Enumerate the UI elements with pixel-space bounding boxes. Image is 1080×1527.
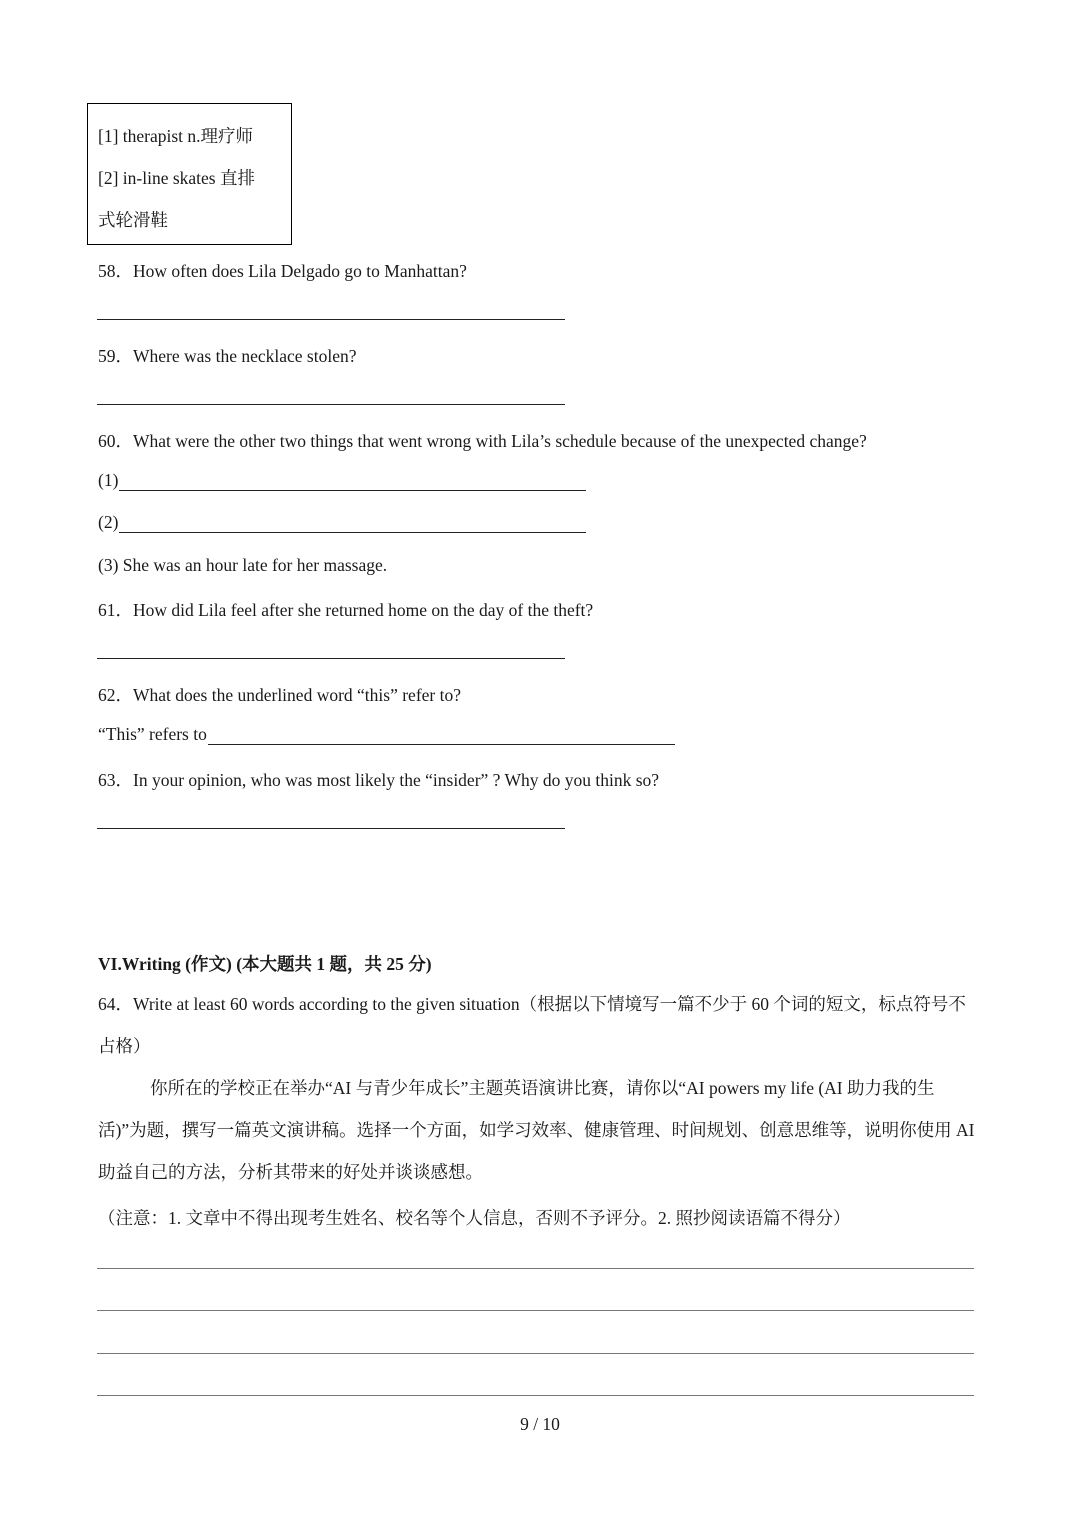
answer-line-58[interactable] [97, 319, 565, 320]
answer-line-62[interactable] [208, 728, 675, 745]
question-58: 58．How often does Lila Delgado go to Manhattan? [98, 261, 467, 281]
answer-line-59[interactable] [97, 404, 565, 405]
answer-62-label: “This” refers to [98, 724, 207, 744]
question-59: 59．Where was the necklace stolen? [98, 346, 357, 366]
page-number: 9 / 10 [520, 1414, 560, 1434]
answer-60-2-label: (2) [98, 512, 119, 532]
gloss-inline-skates: [2] in-line skates 直排 [98, 168, 255, 188]
answer-60-2[interactable] [98, 512, 586, 533]
writing-line-2[interactable] [97, 1310, 974, 1311]
question-64: 64．Write at least 60 words according to the given situation（根据以下情境写一篇不少于 60 个词的短文，标点符号不占格） [98, 994, 966, 1056]
answer-62[interactable] [98, 724, 675, 745]
writing-line-1[interactable] [97, 1268, 974, 1269]
answer-line-60-2[interactable] [119, 516, 586, 533]
question-62: 62．What does the underlined word “this” refer to? [98, 685, 461, 705]
gloss-inline-skates-cont: 式轮滑鞋 [98, 210, 168, 230]
answer-line-61[interactable] [97, 658, 565, 659]
question-63: 63．In your opinion, who was most likely the “insider” ? Why do you think so? [98, 770, 660, 790]
answer-line-60-1[interactable] [119, 474, 586, 491]
writing-line-4[interactable] [97, 1395, 974, 1396]
answer-line-63[interactable] [97, 828, 565, 829]
section-title-writing: VI.Writing (作文) (本大题共 1 题，共 25 分) [98, 954, 432, 974]
writing-note: （注意：1. 文章中不得出现考生姓名、校名等个人信息，否则不予评分。2. 照抄阅读语篇不得分） [98, 1208, 851, 1228]
answer-60-1-label: (1) [98, 470, 119, 490]
answer-60-1[interactable] [98, 470, 586, 491]
glossary-box [87, 103, 292, 245]
writing-line-3[interactable] [97, 1353, 974, 1354]
gloss-therapist: [1] therapist n.理疗师 [98, 126, 254, 146]
answer-60-3: (3) She was an hour late for her massage. [98, 555, 388, 575]
question-60: 60．What were the other two things that went wrong with Lila’s schedule because of the unexpected change? [98, 431, 867, 451]
writing-prompt: 你所在的学校正在举办“AI 与青少年成长”主题英语演讲比赛，请你以“AI powers my life (AI 助力我的生活)”为题，撰写一篇英文演讲稿。选择一个方面，如学习效率、健康管理、时间规划、创意思维等，说明你使用 AI 助益自己的方法，分析其带来的好处并谈谈感想。 [98, 1078, 975, 1182]
question-61: 61．How did Lila feel after she returned home on the day of the theft? [98, 600, 594, 620]
